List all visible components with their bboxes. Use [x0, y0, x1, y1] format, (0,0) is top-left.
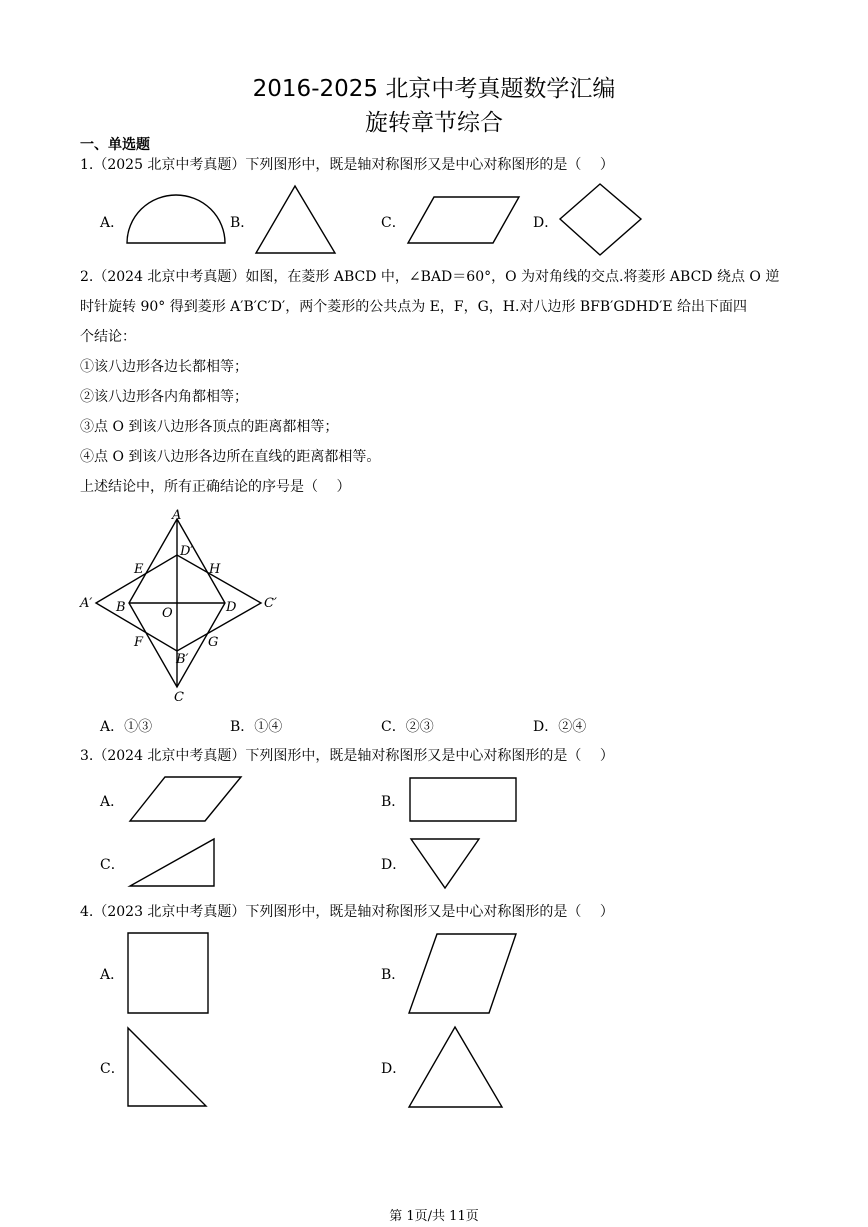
rectangle-icon [409, 777, 519, 823]
semicircle-icon [126, 195, 228, 247]
q4-option-c[interactable]: C． [100, 1061, 125, 1077]
question-2-line-3: 个结论： [80, 329, 136, 345]
label-A-prime: A′ [80, 596, 93, 611]
q1-option-a[interactable]: A． [100, 215, 125, 231]
page-number: 第 1页/共 11页 [389, 1209, 479, 1224]
question-2-prompt: 上述结论中，所有正确结论的序号是（ ） [80, 479, 351, 495]
triangle-icon [407, 1026, 505, 1110]
inverted-triangle-icon [409, 837, 483, 891]
parallelogram-icon [407, 932, 519, 1016]
q2-option-a[interactable]: A．①③ [100, 719, 153, 735]
rhombus-rotation-diagram [76, 505, 286, 705]
right-triangle-icon [127, 1027, 209, 1109]
section-heading: 一、单选题 [80, 137, 150, 153]
q3-option-b[interactable]: B． [381, 794, 406, 810]
label-O: O [162, 606, 173, 621]
square-icon [127, 932, 211, 1016]
q2-option-c[interactable]: C．②③ [381, 719, 434, 735]
conclusion-1: ①该八边形各边长都相等； [80, 359, 248, 375]
page-subtitle: 旋转章节综合 [365, 110, 503, 136]
label-C-prime: C′ [264, 596, 277, 611]
parallelogram-icon [406, 196, 522, 246]
q2-option-d[interactable]: D．②④ [533, 719, 587, 735]
q1-option-c[interactable]: C． [381, 215, 406, 231]
q1-option-d[interactable]: D． [533, 215, 559, 231]
label-D: D [226, 600, 237, 615]
rhombus-icon [558, 183, 644, 257]
right-triangle-icon [128, 837, 218, 889]
label-H: H [209, 562, 221, 577]
q3-option-c[interactable]: C． [100, 857, 125, 873]
q4-option-b[interactable]: B． [381, 967, 406, 983]
question-2-line-1: 2.（2024 北京中考真题）如图，在菱形 ABCD 中，∠BAD＝60°，O 为对角线的交点.将菱形 ABCD 绕点 O 逆 [80, 269, 780, 285]
label-D-prime: D′ [180, 544, 194, 559]
q2-option-b[interactable]: B．①④ [230, 719, 283, 735]
conclusion-4: ④点 O 到该八边形各边所在直线的距离都相等。 [80, 449, 381, 465]
label-B-prime: B′ [176, 652, 189, 667]
q3-option-d[interactable]: D． [381, 857, 407, 873]
triangle-icon [254, 185, 338, 255]
conclusion-2: ②该八边形各内角都相等； [80, 389, 248, 405]
q4-option-a[interactable]: A． [100, 967, 125, 983]
question-1-stem: 1.（2025 北京中考真题）下列图形中，既是轴对称图形又是中心对称图形的是（ ） [80, 157, 614, 173]
parallelogram-icon [128, 776, 244, 824]
label-G: G [208, 635, 219, 650]
label-C: C [174, 690, 184, 705]
q1-option-b[interactable]: B． [230, 215, 255, 231]
label-B: B [116, 600, 126, 615]
label-F: F [134, 635, 144, 650]
conclusion-3: ③点 O 到该八边形各顶点的距离都相等； [80, 419, 339, 435]
question-3-stem: 3.（2024 北京中考真题）下列图形中，既是轴对称图形又是中心对称图形的是（ ） [80, 748, 614, 764]
q4-option-d[interactable]: D． [381, 1061, 407, 1077]
page-title: 2016-2025 北京中考真题数学汇编 [252, 76, 616, 102]
label-E: E [134, 562, 144, 577]
question-2-line-2: 时针旋转 90° 得到菱形 A′B′C′D′，两个菱形的公共点为 E，F，G，H.对八边形 BFB′GDHD′E 给出下面四 [80, 299, 748, 315]
label-A: A [172, 508, 182, 523]
question-4-stem: 4.（2023 北京中考真题）下列图形中，既是轴对称图形又是中心对称图形的是（ ） [80, 904, 614, 920]
q3-option-a[interactable]: A． [100, 794, 125, 810]
